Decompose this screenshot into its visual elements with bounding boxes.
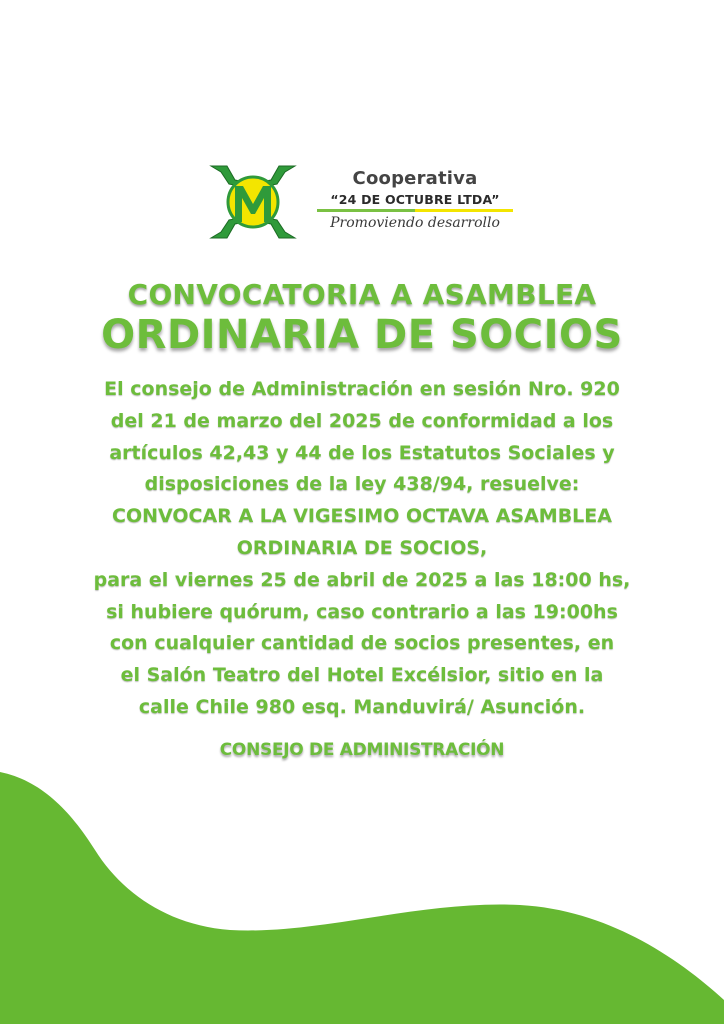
body-line: el Salón Teatro del Hotel Excélsior, sitio en la <box>120 664 604 687</box>
brand-name: Cooperativa <box>352 168 478 189</box>
body-line: CONVOCAR A LA VIGESIMO OCTAVA ASAMBLEA <box>112 505 612 528</box>
cooperative-header <box>205 160 525 244</box>
body-line: del 21 de marzo del 2025 de conformidad a los <box>110 409 614 432</box>
announcement-body <box>40 374 684 724</box>
body-line: artículos 42,43 y 44 de los Estatutos Sociales y <box>109 441 615 464</box>
body-line: El consejo de Administración en sesión Nro. 920 <box>104 378 620 400</box>
brand-tagline: Promoviendo desarrollo <box>330 215 500 231</box>
signature: CONSEJO DE ADMINISTRACIÓN <box>219 740 505 760</box>
title-line-1: CONVOCATORIA A ASAMBLEA <box>127 278 597 311</box>
cooperative-lightning-logo-icon <box>205 162 301 242</box>
body-line: disposiciones de la ley 438/94, resuelve: <box>144 473 580 496</box>
body-line: calle Chile 980 esq. Manduvirá/ Asunción. <box>138 695 586 718</box>
body-line: con cualquier cantidad de socios presentes, en <box>109 632 615 655</box>
title-line-2: ORDINARIA DE SOCIOS <box>101 312 623 358</box>
body-line: si hubiere quórum, caso contrario a las 19:00hs <box>106 600 618 623</box>
body-line: ORDINARIA DE SOCIOS, <box>236 536 488 559</box>
brand-divider <box>317 209 513 212</box>
brand-block <box>315 168 515 231</box>
body-line: para el viernes 25 de abril de 2025 a las 18:00 hs, <box>93 568 631 591</box>
brand-subtitle: “24 DE OCTUBRE LTDA” <box>330 192 500 207</box>
